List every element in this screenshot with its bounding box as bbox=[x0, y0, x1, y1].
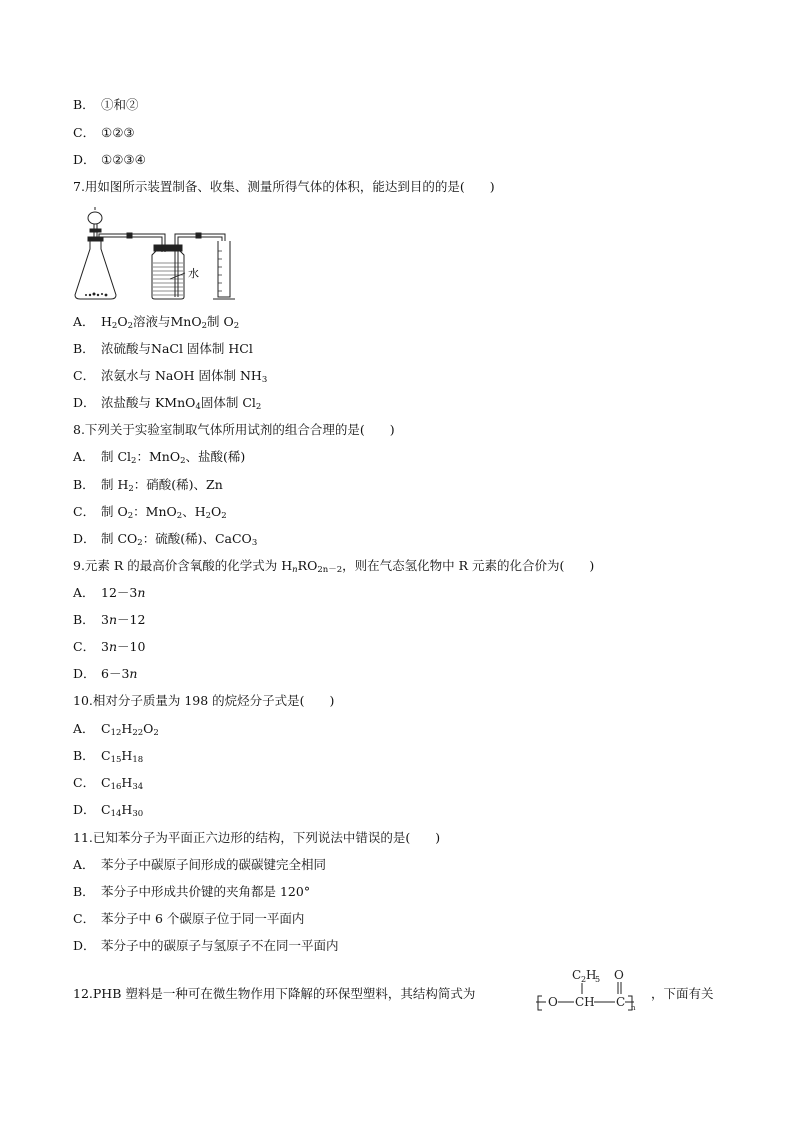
question-12-end: ，下面有关 bbox=[651, 986, 714, 1001]
phb-structural-formula bbox=[534, 966, 646, 1014]
q10-option-d: D． $C_{14}H_{30}$ bbox=[73, 802, 144, 819]
q9-option-c: C． 3n－10 bbox=[73, 639, 146, 654]
formula-n: n bbox=[631, 1004, 636, 1012]
formula-ethyl-h: H bbox=[586, 968, 597, 982]
gas-apparatus-diagram bbox=[72, 207, 242, 303]
q7-option-d: D． 浓盐酸与 KMnO$_4$固体制 $Cl_2$ bbox=[73, 395, 262, 412]
formula-carbonyl-o: O bbox=[614, 968, 624, 982]
q8-option-b: B． 制 $H_2$：硝酸(稀)、Zn bbox=[73, 477, 223, 494]
q7-option-c: C． 浓氨水与 NaOH 固体制 $NH_3$ bbox=[73, 368, 268, 385]
question-9: 9.元素 R 的最高价含氧酸的化学式为 $H_nRO_{2n-2}$，则在气态氢化物中 R 元素的化合价为( ) bbox=[73, 558, 595, 575]
q7-option-b: B． 浓硫酸与NaCl 固体制 HCl bbox=[73, 341, 253, 356]
option-b: B． ①和② bbox=[73, 97, 139, 112]
q10-option-b: B． $C_{15}H_{18}$ bbox=[73, 748, 144, 765]
question-10: 10.相对分子质量为 198 的烷烃分子式是( ) bbox=[73, 693, 335, 708]
formula-ethyl-c: C bbox=[572, 968, 582, 982]
q9-option-d: D． 6－3n bbox=[73, 666, 138, 681]
option-d: D． ①②③④ bbox=[73, 152, 146, 167]
q11-option-b: B． 苯分子中形成共价键的夹角都是 120° bbox=[73, 884, 311, 899]
water-label: 水 bbox=[188, 267, 199, 280]
q10-option-c: C． $C_{16}H_{34}$ bbox=[73, 775, 144, 792]
q7-option-a: A． $H_2O_2$溶液与MnO$_2$制 $O_2$ bbox=[73, 314, 240, 331]
q8-option-d: D． 制 $CO_2$：硫酸(稀)、CaCO$_3$ bbox=[73, 531, 258, 548]
q9-option-b: B． 3n－12 bbox=[73, 612, 146, 627]
question-7: 7.用如图所示装置制备、收集、测量所得气体的体积，能达到目的的是( ) bbox=[73, 179, 495, 194]
q8-option-a: A． 制 $Cl_2$：MnO$_2$、盐酸(稀) bbox=[73, 449, 246, 466]
formula-ethyl-c-sub: 2 bbox=[581, 975, 587, 984]
q8-option-c: C． 制 $O_2$：MnO$_2$、$H_2O_2$ bbox=[73, 504, 227, 521]
q11-option-c: C． 苯分子中 6 个碳原子位于同一平面内 bbox=[73, 911, 305, 926]
formula-chain-o: O bbox=[548, 995, 558, 1009]
q11-option-d: D． 苯分子中的碳原子与氢原子不在同一平面内 bbox=[73, 938, 339, 953]
question-12-start: 12.PHB 塑料是一种可在微生物作用下降解的环保型塑料，其结构简式为 bbox=[73, 986, 476, 1001]
formula-chain-ch: CH bbox=[575, 995, 595, 1009]
question-8: 8.下列关于实验室制取气体所用试剂的组合合理的是( ) bbox=[73, 422, 395, 437]
q9-option-a: A． 12－3n bbox=[73, 585, 146, 600]
question-11: 11.已知苯分子为平面正六边形的结构，下列说法中错误的是( ) bbox=[73, 830, 441, 845]
q10-option-a: A． $C_{12}H_{22}O_2$ bbox=[73, 721, 159, 738]
formula-chain-c: C bbox=[616, 995, 626, 1009]
option-c: C． ①②③ bbox=[73, 125, 135, 140]
formula-ethyl-h-sub: 5 bbox=[595, 975, 601, 984]
q11-option-a: A． 苯分子中碳原子间形成的碳碳键完全相同 bbox=[73, 857, 327, 872]
